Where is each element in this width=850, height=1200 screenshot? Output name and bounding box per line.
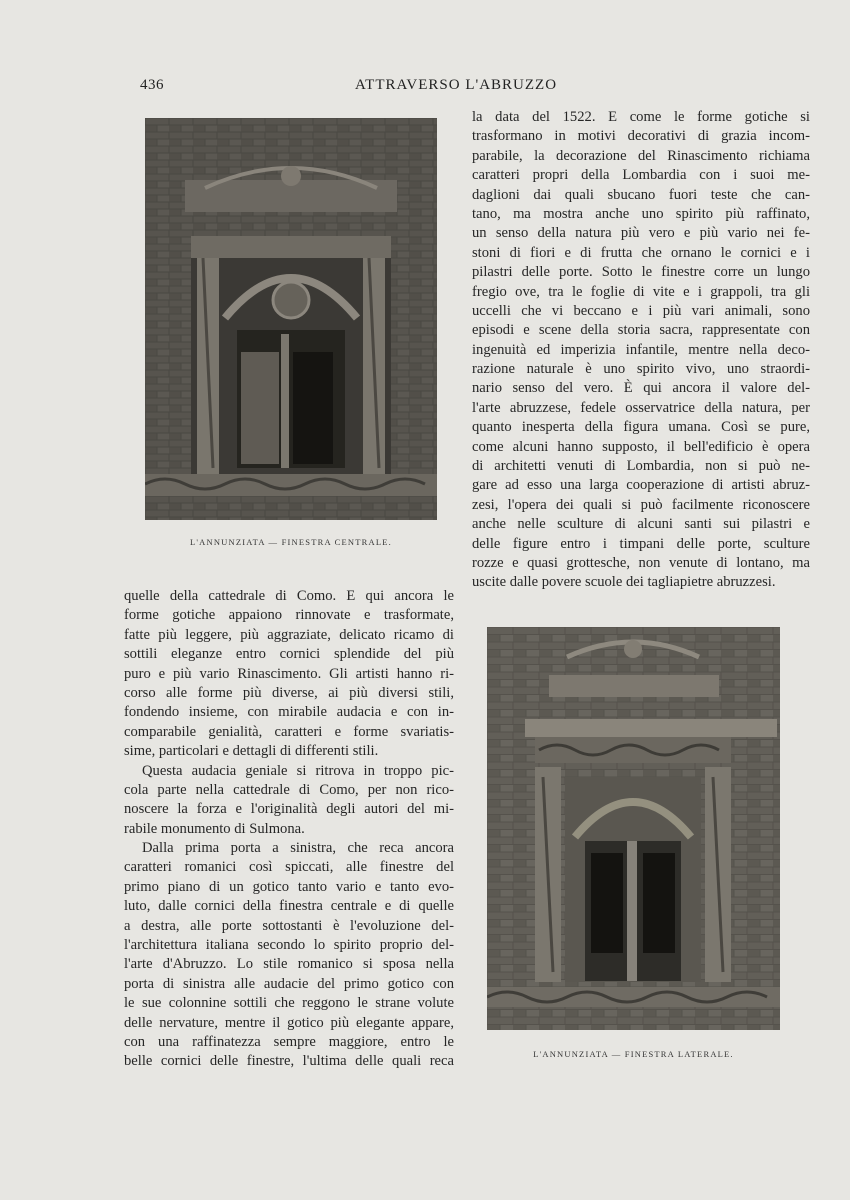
text-line: stoni di fiori e di frutta che ornano le cornici e i xyxy=(472,244,810,261)
text-line: delle figure entro i timpani delle porte, sculture xyxy=(472,535,810,552)
text-line: zesi, l'opera dei quali si può facilmente riconoscere xyxy=(472,496,810,513)
text-line: di architetti venuti di Lombardia, non si può ne- xyxy=(472,458,810,475)
text-line: rozze e quasi grottesche, non venute di lontano, ma xyxy=(472,554,810,571)
text-line: un senso della natura più vero e più vario nei fe- xyxy=(472,225,810,242)
text-line: quelle della cattedrale di Como. E qui ancora le xyxy=(124,588,454,604)
text-line: sime, particolari e dettagli di differenti stili. xyxy=(124,743,379,760)
running-title: ATTRAVERSO L'ABRUZZO xyxy=(355,77,558,93)
text-line: ingenuità ed imperizia infantile, mentre nella deco- xyxy=(472,341,810,358)
text-line: l'arte abruzzese, fedele osservatrice della natura, per xyxy=(472,399,810,416)
text-line: a destra, alle porte sottostanti è l'evoluzione del- xyxy=(124,917,454,934)
text-line: forme gotiche appaiono rinnovate e trasformate, xyxy=(124,607,454,624)
text-line: cola parte nella cattedrale di Como, per non rico- xyxy=(124,781,454,798)
text-line: porta di sinistra alle audacie del primo gotico con xyxy=(124,975,454,992)
text-line: comparabile genialità, caratteri e forme svariatis- xyxy=(124,723,454,740)
text-line: pilastri delle porte. Sotto le finestre corre un lungo xyxy=(472,264,810,281)
text-line: daglioni dai quali sbucano fuori teste che can- xyxy=(472,186,810,203)
text-line: con una raffinatezza sempre maggiore, entro le xyxy=(124,1033,454,1050)
caption-lateral-window: L'ANNUNZIATA — FINESTRA LATERALE. xyxy=(533,1049,734,1059)
text-line: rabile monumento di Sulmona. xyxy=(124,820,305,837)
text-line: razione naturale è uno spirito vivo, uno straordi- xyxy=(472,361,810,378)
text-line: anche nelle sculture di alcuni santi sui pilastri e xyxy=(472,516,810,533)
photo-central-window xyxy=(145,118,437,520)
text-line: uccelli che vi beccano e i più vari animali, sono xyxy=(472,302,810,319)
text-line: l'arte d'Abruzzo. Lo stile romanico si sposa nella xyxy=(124,956,454,973)
text-line: caratteri propri della Lombardia con i suoi me- xyxy=(472,167,810,184)
text-line: belle cornici delle finestre, l'ultima delle quali reca xyxy=(124,1053,454,1070)
text-line: luto, dalle cornici della finestra centrale e di quelle xyxy=(124,898,454,915)
text-line: la data del 1522. E come le forme gotiche si xyxy=(472,109,810,125)
lateral-window-illustration xyxy=(487,627,780,1030)
text-line: episodi e scene della storia sacra, rappresentate con xyxy=(472,322,810,339)
text-line: l'architettura italiana secondo lo spirito proprio del- xyxy=(124,937,454,954)
right-column-text xyxy=(472,108,810,593)
text-line: caratteri romanici così spiccati, alle finestre del xyxy=(124,859,454,876)
text-line: uscite dalle povere scuole dei tagliapietre abruzzesi. xyxy=(472,574,776,591)
photo-lateral-window xyxy=(487,627,780,1030)
text-line: sottili eleganze entro cornici splendide del più xyxy=(124,646,454,663)
caption-central-window: L'ANNUNZIATA — FINESTRA CENTRALE. xyxy=(190,537,392,547)
text-line: noscere la forza e l'originalità degli autori del mi- xyxy=(124,801,454,818)
text-line: come alcuni hanno supposto, il bell'edificio è opera xyxy=(472,438,810,455)
text-line: fatte più leggere, più aggraziate, delicato ricamo di xyxy=(124,626,454,643)
page-number: 436 xyxy=(140,77,164,93)
text-line: gare ad esso una larga cooperazione di artisti abruz- xyxy=(472,477,810,494)
text-line: Dalla prima porta a sinistra, che reca ancora xyxy=(142,840,454,857)
text-line: corso alle forme più diverse, ai più diversi stili, xyxy=(124,684,454,701)
text-line: le sue colonnine sottili che reggono le strane volute xyxy=(124,995,454,1012)
text-line: fondendo insieme, con mirabile audacia e con in- xyxy=(124,704,454,721)
left-column-text xyxy=(124,587,454,1072)
text-line: nario senso del vero. È qui ancora il valore del- xyxy=(472,380,810,397)
text-line: quanto inesperta della figura umana. Così se pure, xyxy=(472,419,810,436)
central-window-illustration xyxy=(145,118,437,520)
text-line: trasformano in motivi decorativi di grazia incom- xyxy=(472,128,810,145)
text-line: Questa audacia geniale si ritrova in troppo pic- xyxy=(142,762,454,779)
text-line: puro e più vario Rinascimento. Gli artisti hanno ri- xyxy=(124,665,454,682)
text-line: tano, ma mostra anche uno spirito più raffinato, xyxy=(472,205,810,222)
text-line: fregio ove, tra le foglie di vite e i grappoli, tra gli xyxy=(472,283,810,300)
text-line: primo piano di un gotico tanto vario e tanto evo- xyxy=(124,878,454,895)
text-line: delle nervature, mentre il gotico più elegante appare, xyxy=(124,1014,454,1031)
text-line: parabile, la decorazione del Rinascimento richiama xyxy=(472,147,810,164)
